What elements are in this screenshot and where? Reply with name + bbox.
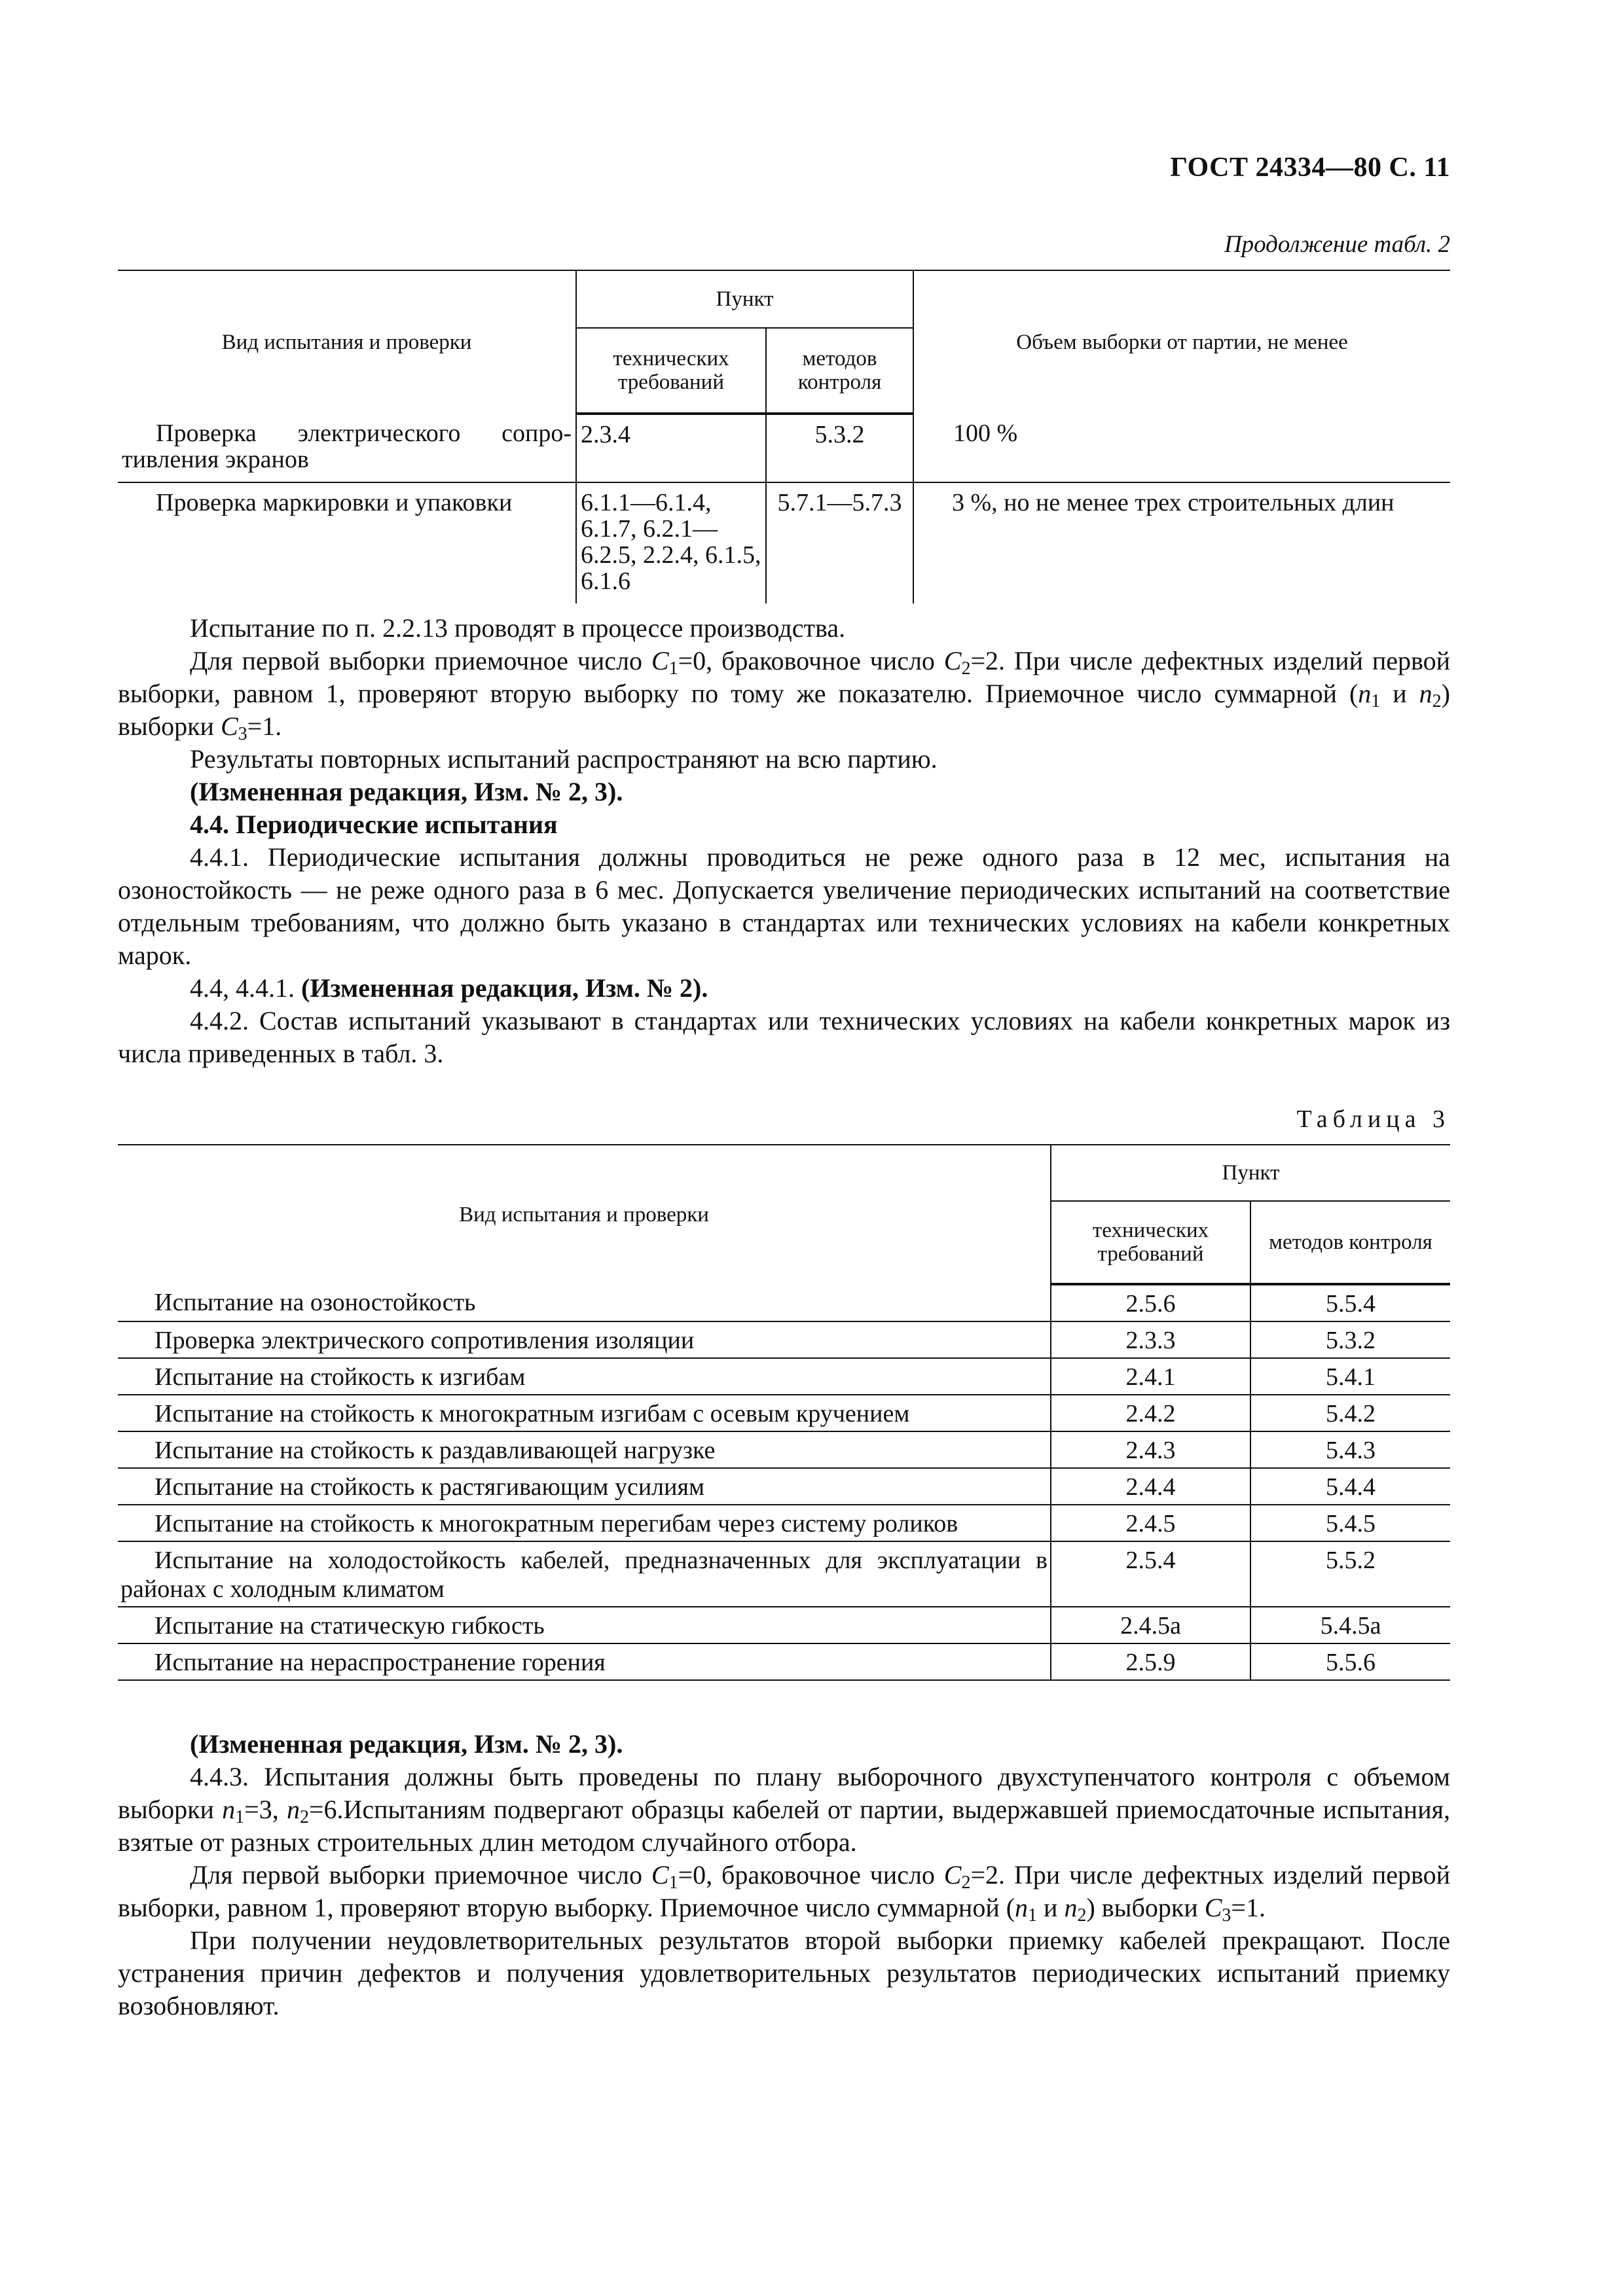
table-row [118,1607,1450,1643]
table-row [118,1541,1450,1607]
cell-test: Испытание на озоностойкость [155,1289,476,1316]
cell-test: Испытание на нераспространение горения [118,1643,1051,1680]
col-header-test: Вид испытания и проверки [118,270,576,414]
cell-method: 5.5.4 [1250,1284,1450,1321]
cell-tech: 6.1.1—6.1.4, 6.1.7, 6.2.1—6.2.5, 2.2.4, 6.1.5, 6.1.6 [576,482,766,603]
cell-test: Испытание на стойкость к изгибам [118,1358,1051,1395]
cell-method: 5.4.5а [1250,1607,1450,1643]
cell-tech: 2.4.5а [1051,1607,1250,1643]
amendment-note: (Измененная редакция, Изм. № 2, 3). [190,777,623,806]
cell-method: 5.4.2 [1250,1395,1450,1431]
table-3-caption: Таблица 3 [1296,1105,1450,1133]
table-row [118,414,1450,482]
cell-tech: 2.3.3 [1051,1321,1250,1358]
cell-test: Испытание на стойкость к многократным изгибам с осевым кручением [118,1395,1051,1431]
cell-tech: 2.3.4 [576,414,766,482]
cell-test: Проверка маркировки и упаковки [118,482,576,603]
cell-method: 5.4.5 [1250,1505,1450,1541]
paragraph: Испытание по п. 2.2.13 проводят в процессе производства. [190,613,846,643]
col-header-clause: Пункт [576,270,913,328]
cell-sample: 100 % [913,414,1450,482]
cell-method: 5.5.2 [1250,1541,1450,1607]
cell-test: Испытание на статическую гибкость [118,1607,1051,1643]
paragraph: 4.4.2. Состав испытаний указывают в стандартах или технических условиях на кабели конкретных марок из числа приведенных в табл. 3. [118,1006,1450,1068]
table-row [118,1643,1450,1680]
section-heading: 4.4. Периодические испытания [190,810,558,839]
cell-method: 5.4.1 [1250,1358,1450,1395]
cell-method: 5.5.6 [1250,1643,1450,1680]
paragraph: 4.4.1. Периодические испытания должны проводиться не реже одного раза в 12 мес, испытания на озоностойкость — не реже одного раза в 6 мес. Допускается увеличение периодических испытаний на соответствие отдельным требованиям, что должно быть указано в стандартах или технических условиях на кабели конкретных марок. [118,842,1450,970]
cell-test: Испытание на стойкость к растягивающим усилиям [118,1468,1051,1505]
table-2-continued [118,270,1450,603]
cell-tech: 2.5.4 [1051,1541,1250,1607]
amendment-note: (Измененная редакция, Изм. № 2, 3). [190,1729,623,1759]
table-row [118,482,1450,603]
paragraph: Результаты повторных испытаний распространяют на всю партию. [190,744,938,774]
table-row [118,1505,1450,1541]
col-header-tech: технических требований [1051,1201,1250,1284]
cell-method: 5.4.4 [1250,1468,1450,1505]
table-row [118,1431,1450,1468]
table-row [118,1395,1450,1431]
table-row [118,1358,1450,1395]
table-3 [118,1144,1450,1681]
cell-tech: 2.4.5 [1051,1505,1250,1541]
text-block-1 [118,612,1450,1070]
text-block-2 [118,1728,1450,2022]
col-header-tech: технических требований [576,328,766,414]
cell-test: Испытание на холодостойкость кабелей, предназначенных для эксплуатации в районах с холодным климатом [118,1541,1051,1607]
paragraph: Для первой выборки приемочное число $C_1=0$, браковочное число $C_2=2$. При числе дефектных изделий первой выборки, равном 1, проверяют вторую выборку. Приемочное число суммарной ($n_1$ и $n_2$) выборки $C_3=1$. [118,1860,1451,1926]
cell-method: 5.3.2 [1250,1321,1450,1358]
col-header-method: методов контроля [1250,1201,1450,1284]
cell-tech: 2.4.1 [1051,1358,1250,1395]
table-row [118,1468,1450,1505]
cell-method: 5.3.2 [766,414,913,482]
cell-method: 5.7.1—5.7.3 [766,482,913,603]
table-continuation-caption: Продолжение табл. 2 [1224,231,1450,258]
page-header: ГОСТ 24334—80 С. 11 [1170,152,1450,183]
table-row [118,1284,1450,1321]
paragraph: Для первой выборки приемочное число $C_1=0$, браковочное число $C_2=2$. При числе дефектных изделий первой выборки, равном 1, проверяют вторую выборку по тому же показателю. Приемочное число суммарной ($n_1$ и $n_2$) выборки $C_3=1$. [118,646,1451,744]
table-row [118,1321,1450,1358]
col-header-clause: Пункт [1051,1145,1450,1201]
cell-method: 5.4.3 [1250,1431,1450,1468]
paragraph: 4.4.3. Испытания должны быть проведены по плану выборочного двухступенчатого контроля с объемом выборки $n_1=3$, $n_2=6.Испытаниям$ подвергают образцы кабелей от партии, выдержавшей приемосдаточные испытания, взятые от разных строительных длин методом случайного отбора. [118,1762,1450,1857]
cell-tech: 2.4.2 [1051,1395,1250,1431]
cell-sample: 3 %, но не менее трех строительных длин [913,482,1450,603]
col-header-test: Вид испытания и проверки [118,1145,1051,1284]
cell-tech: 2.5.9 [1051,1643,1250,1680]
cell-tech: 2.4.3 [1051,1431,1250,1468]
cell-tech: 2.5.6 [1051,1284,1250,1321]
amendment-note: 4.4, 4.4.1. (Измененная редакция, Изм. № 2). [190,973,708,1003]
cell-tech: 2.4.4 [1051,1468,1250,1505]
paragraph: При получении неудовлетворительных результатов второй выборки приемку кабелей прекращают. После устранения причин дефектов и получения удовлетворительных результатов периодических испытаний приемку возобновляют. [118,1926,1450,2020]
cell-test: Испытание на стойкость к многократным перегибам через систему роликов [118,1505,1051,1541]
col-header-method: методов контроля [766,328,913,414]
cell-test: Проверка электрического сопротивления изоляции [118,1321,1051,1358]
cell-test: Проверка электрического сопротивления экранов [122,420,572,473]
cell-test: Испытание на стойкость к раздавливающей нагрузке [118,1431,1051,1468]
col-header-sample: Объем выборки от партии, не менее [913,270,1450,414]
